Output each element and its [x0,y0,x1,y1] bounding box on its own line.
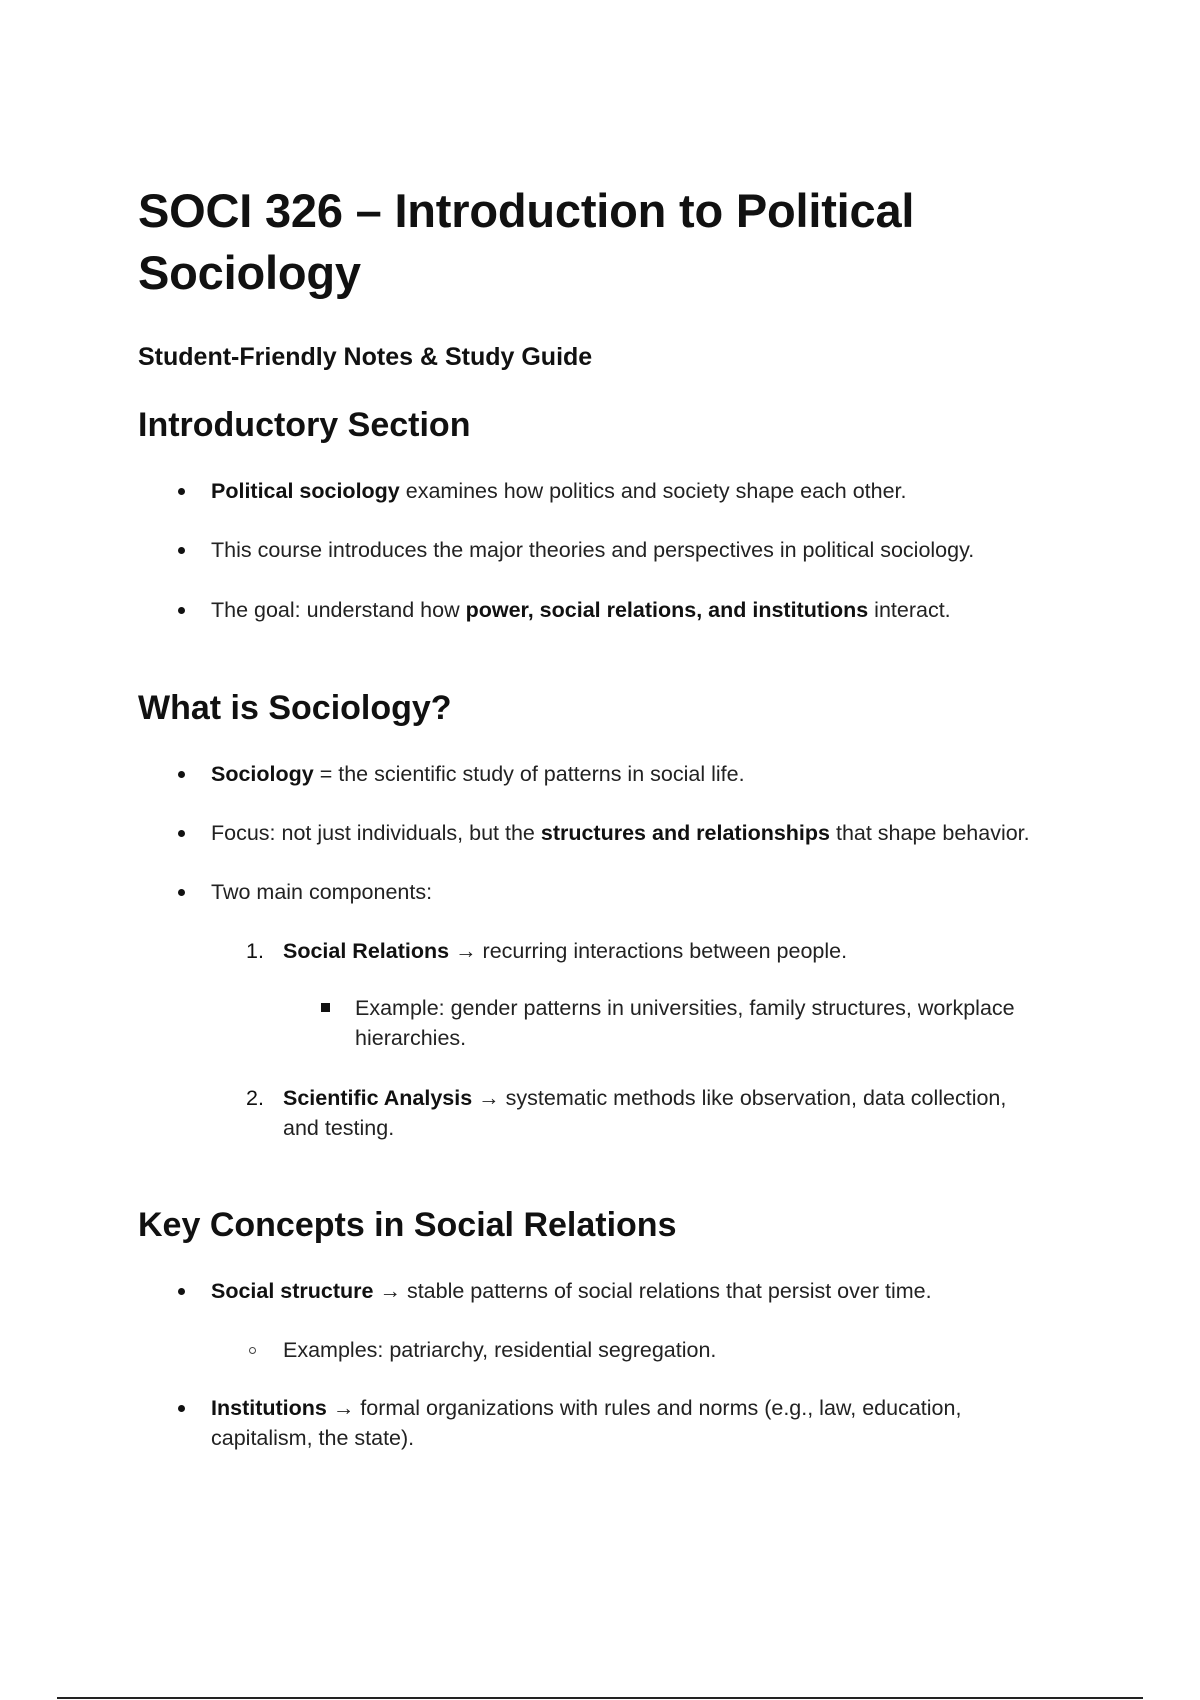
bullet-icon [178,771,185,778]
example-text-line-2: hierarchies. [355,1026,467,1050]
bullet-icon [178,1405,185,1412]
circle-bullet-icon [249,1347,256,1354]
definition: → formal organizations with rules and norms (e.g., law, education, [326,1396,962,1420]
definition: → recurring interactions between people. [449,939,848,963]
bullet-icon [178,830,185,837]
item-text: Focus: not just individuals, but the [211,821,541,845]
term: Social Relations [283,939,450,963]
definition: → stable patterns of social relations that persist over time. [373,1279,932,1303]
definition: → systematic methods like observation, data collection, [472,1086,1007,1110]
square-bullet-icon [321,1003,330,1012]
term: Sociology [211,762,314,786]
definition-line-2: capitalism, the state). [211,1426,415,1450]
page-title: SOCI 326 – Introduction to Political Sociology [138,184,915,299]
definition-line-2: and testing. [283,1116,395,1140]
bullet-icon [178,1288,185,1295]
document-content [138,180,1078,372]
section-heading-key-concepts: Key Concepts in Social Relations [138,1206,677,1244]
item-text: that shape behavior. [830,821,1030,845]
bullet-icon [178,889,185,896]
item-text: Two main components: [211,880,433,904]
list-number: 1. [246,939,264,963]
list-number: 2. [246,1086,264,1110]
section-heading-introductory: Introductory Section [138,406,471,444]
term: Institutions [211,1396,327,1420]
example-text-line-1: Example: gender patterns in universities, family structures, workplace [355,996,1015,1020]
bullet-icon [178,547,185,554]
term: Social structure [211,1279,374,1303]
term: power, social relations, and institutions [465,598,869,622]
page-subtitle: Student-Friendly Notes & Study Guide [138,343,593,371]
bullet-icon [178,607,185,614]
term: structures and relationships [540,821,830,845]
item-text: This course introduces the major theories and perspectives in political sociology. [211,538,975,562]
example-text: Examples: patriarchy, residential segregation. [283,1338,717,1362]
definition: = the scientific study of patterns in social life. [313,762,745,786]
term: Scientific Analysis [283,1086,473,1110]
section-heading-what-is-sociology: What is Sociology? [138,689,452,727]
term: Political sociology [211,479,400,503]
page-divider [57,1697,1143,1699]
item-text: interact. [868,598,951,622]
definition: examines how politics and society shape each other. [399,479,907,503]
bullet-icon [178,488,185,495]
item-text: The goal: understand how [211,598,466,622]
